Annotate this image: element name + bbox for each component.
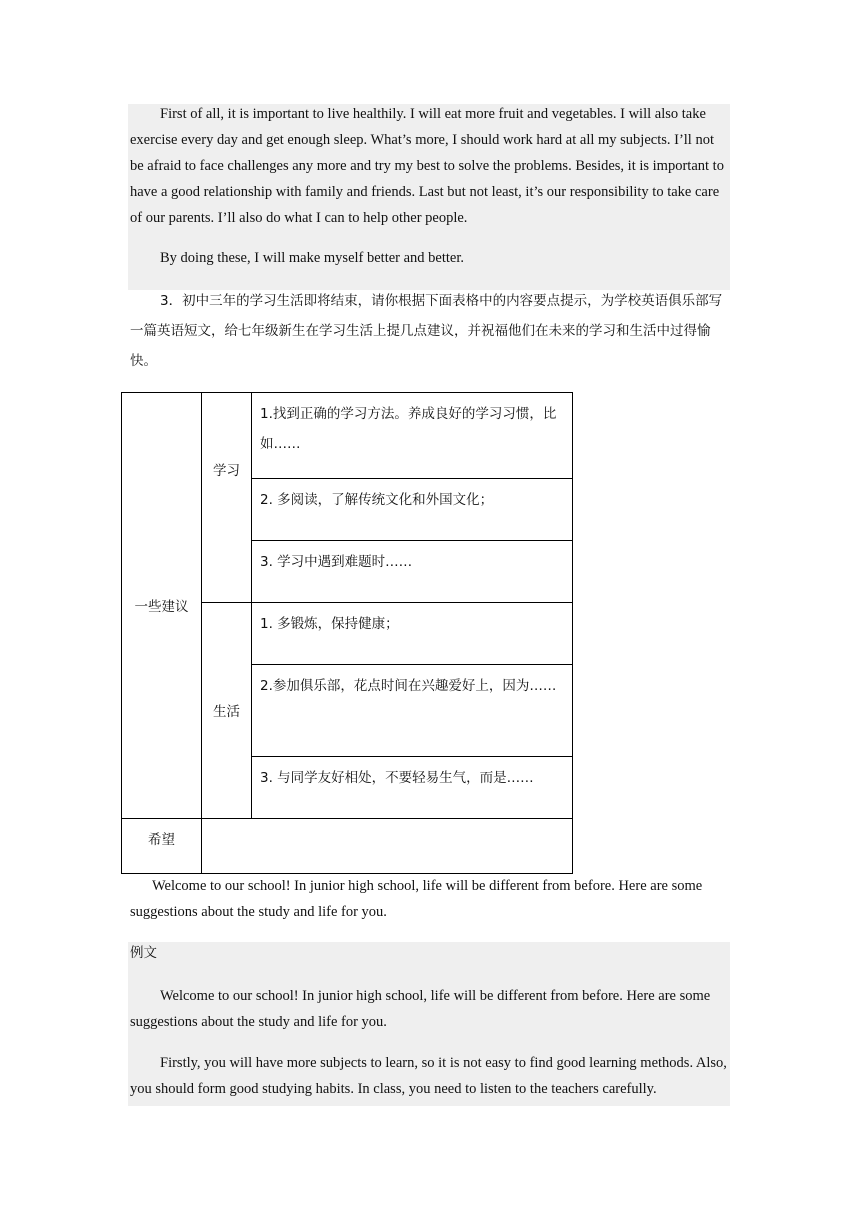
- study-item-3: 3. 学习中遇到难题时……: [260, 554, 413, 570]
- study-item-2: 2. 多阅读，了解传统文化和外国文化；: [260, 492, 494, 508]
- example-paragraph-1: Welcome to our school! In junior high school, life will be different from before. Here are some suggestions about the study and life for you.: [130, 988, 711, 1030]
- study-label: 学习: [213, 463, 240, 479]
- life-item-1: 1. 多锻炼，保持健康；: [260, 616, 399, 632]
- prompt-table: [121, 392, 573, 874]
- life-item-3: 3. 与同学友好相处，不要轻易生气，而是……: [260, 770, 534, 786]
- study-cell: [202, 393, 252, 603]
- life-item-1-cell: [252, 603, 573, 665]
- sample-paragraph-1: First of all, it is important to live healthily. I will eat more fruit and vegetables. I will also take exercise every day and get enough sleep. What’s more, I should work hard at all my subjects. I’ll not be afraid to face challenges any more and try my best to solve the problems. Besides, it is important to have a good relationship with family and friends. Last but not least, it’s our responsibility to take care of our parents. I’ll also do what I can to help other people.: [130, 106, 724, 226]
- life-cell: [202, 603, 252, 819]
- suggestions-label: 一些建议: [134, 599, 189, 615]
- opening-paragraph: Welcome to our school! In junior high school, life will be different from before. Here are some suggestions about the study and life for you.: [130, 878, 703, 920]
- example-label: 例文: [130, 945, 157, 961]
- suggestions-cell: [122, 393, 202, 819]
- sample-paragraph-2: By doing these, I will make myself better and better.: [160, 250, 465, 266]
- question-prompt: 3．初中三年的学习生活即将结束，请你根据下面表格中的内容要点提示，为学校英语俱乐部写一篇英语短文，给七年级新生在学习生活上提几点建议，并祝福他们在未来的学习和生活中过得愉快。: [130, 293, 723, 369]
- life-item-3-cell: [252, 757, 573, 819]
- study-item-1-cell: [252, 393, 573, 479]
- study-item-1: 1.找到正确的学习方法。养成良好的学习习惯，比如……: [260, 406, 557, 452]
- study-item-3-cell: [252, 541, 573, 603]
- life-label: 生活: [213, 704, 240, 720]
- hope-content: [202, 819, 572, 825]
- study-item-2-cell: [252, 479, 573, 541]
- hope-content-cell: [202, 819, 573, 874]
- life-item-2: 2.参加俱乐部，花点时间在兴趣爱好上，因为……: [260, 678, 557, 694]
- life-item-2-cell: [252, 665, 573, 757]
- hope-label: 希望: [148, 832, 175, 848]
- hope-label-cell: [122, 819, 202, 874]
- example-paragraph-2: Firstly, you will have more subjects to learn, so it is not easy to find good learning methods. Also, you should form good studying habits. In class, you need to listen to the teachers carefully.: [130, 1055, 727, 1097]
